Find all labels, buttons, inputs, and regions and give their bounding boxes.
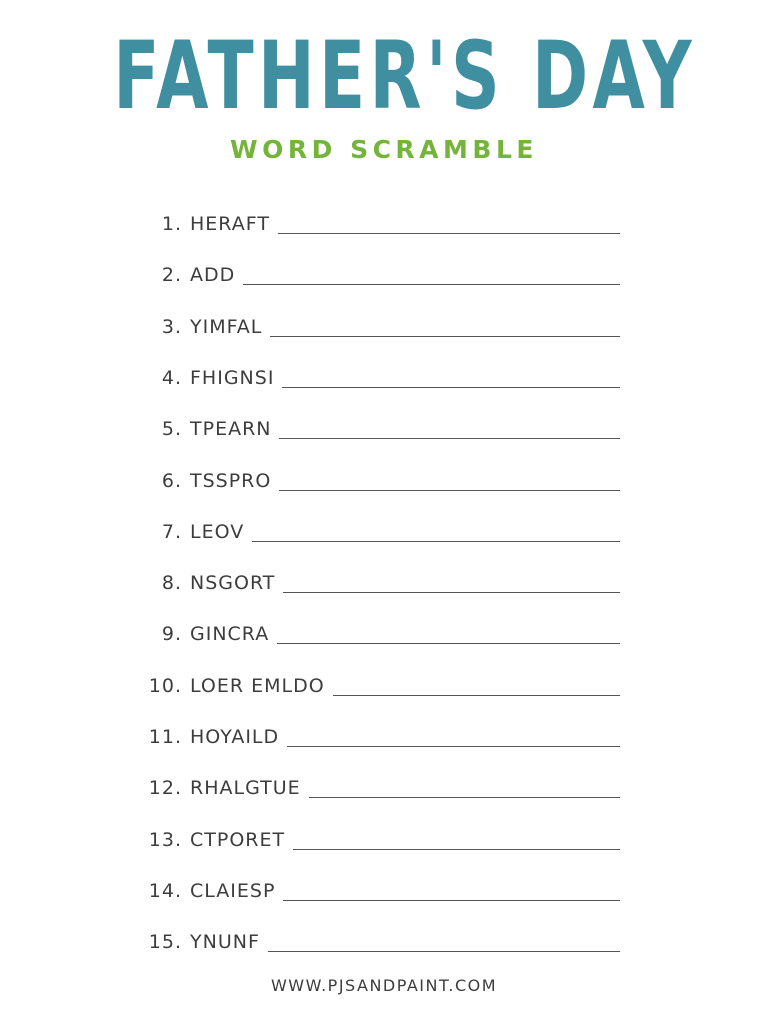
answer-line[interactable] bbox=[278, 233, 620, 234]
answer-line[interactable] bbox=[270, 336, 620, 337]
answer-line[interactable] bbox=[293, 849, 620, 850]
scrambled-word: CTPORET bbox=[190, 828, 286, 851]
scramble-row bbox=[140, 257, 620, 287]
scrambled-word: GINCRA bbox=[190, 623, 270, 646]
scrambled-word: TSSPRO bbox=[190, 469, 272, 492]
item-number: 14. bbox=[148, 879, 182, 902]
page-title-text: FATHER'S DAY bbox=[113, 22, 697, 131]
answer-line[interactable] bbox=[287, 746, 620, 747]
scrambled-word: CLAIESP bbox=[190, 879, 276, 902]
scramble-row bbox=[140, 616, 620, 646]
website-footer: WWW.PJSANDPAINT.COM bbox=[270, 976, 498, 995]
scramble-row bbox=[140, 770, 620, 800]
answer-line[interactable] bbox=[279, 490, 620, 491]
item-number: 7. bbox=[161, 520, 182, 543]
item-number: 6. bbox=[161, 469, 182, 492]
scramble-row bbox=[140, 463, 620, 493]
scramble-row bbox=[140, 668, 620, 698]
scramble-row bbox=[140, 309, 620, 339]
scrambled-word: LOER EMLDO bbox=[190, 674, 325, 697]
scrambled-word: YIMFAL bbox=[190, 315, 263, 338]
answer-line[interactable] bbox=[268, 951, 620, 952]
scrambled-word: YNUNF bbox=[190, 931, 260, 954]
item-number: 3. bbox=[161, 315, 182, 338]
item-number: 5. bbox=[161, 418, 182, 441]
scrambled-word: ADD bbox=[190, 264, 236, 287]
item-number: 15. bbox=[148, 931, 182, 954]
answer-line[interactable] bbox=[283, 900, 620, 901]
item-number: 13. bbox=[148, 828, 182, 851]
item-number: 1. bbox=[161, 213, 182, 235]
page-subtitle: WORD SCRAMBLE bbox=[230, 135, 538, 164]
item-number: 11. bbox=[148, 726, 182, 748]
scramble-row bbox=[140, 924, 620, 954]
item-number: 10. bbox=[148, 674, 182, 697]
scramble-row bbox=[140, 873, 620, 903]
answer-line[interactable] bbox=[283, 592, 620, 593]
item-number: 2. bbox=[161, 264, 182, 287]
item-number: 9. bbox=[161, 623, 182, 646]
scrambled-word: LEOV bbox=[190, 520, 245, 543]
answer-line[interactable] bbox=[277, 643, 620, 644]
scramble-row bbox=[140, 411, 620, 441]
scrambled-word: RHALGTUE bbox=[190, 777, 301, 800]
scramble-row bbox=[140, 719, 620, 749]
answer-line[interactable] bbox=[279, 438, 620, 439]
scramble-row bbox=[140, 206, 620, 236]
scrambled-word: NSGORT bbox=[190, 572, 276, 595]
scrambled-word: TPEARN bbox=[190, 418, 272, 441]
answer-line[interactable] bbox=[252, 541, 620, 542]
item-number: 12. bbox=[148, 777, 182, 800]
scramble-row bbox=[140, 822, 620, 852]
answer-line[interactable] bbox=[243, 284, 620, 285]
answer-line[interactable] bbox=[309, 797, 620, 798]
scrambled-word: FHIGNSI bbox=[190, 366, 275, 389]
scramble-row bbox=[140, 514, 620, 544]
scrambled-word: HOYAILD bbox=[190, 726, 280, 748]
scramble-row bbox=[140, 360, 620, 390]
answer-line[interactable] bbox=[333, 695, 620, 696]
scramble-row bbox=[140, 565, 620, 595]
answer-line[interactable] bbox=[282, 387, 620, 388]
scrambled-word: HERAFT bbox=[190, 213, 270, 235]
item-number: 8. bbox=[161, 572, 182, 595]
item-number: 4. bbox=[161, 366, 182, 389]
